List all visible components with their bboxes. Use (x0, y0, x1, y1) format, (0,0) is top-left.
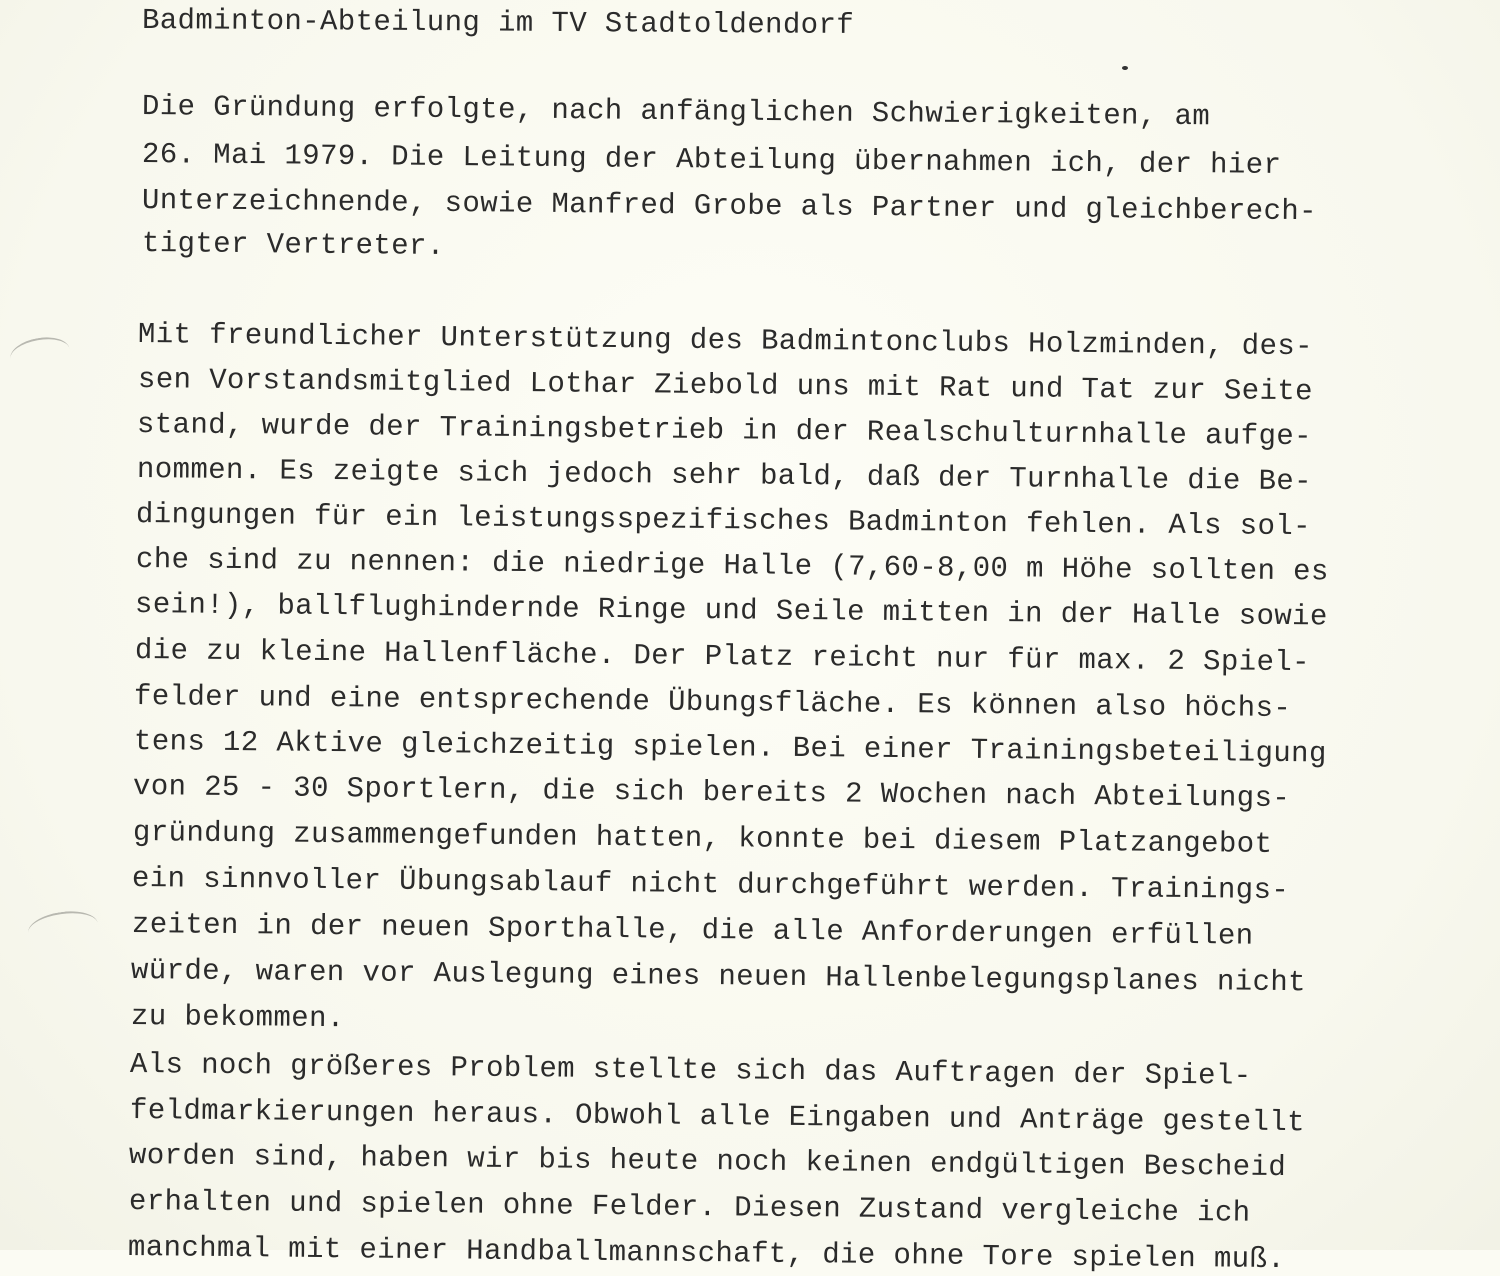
text-line: che sind zu nennen: die niedrige Halle (7,60-8,00 m Höhe sollten es (135, 543, 1329, 589)
text-line: zu bekommen. (130, 1000, 345, 1036)
text-line: von 25 - 30 Sportlern, die sich bereits 2 Wochen nach Abteilungs- (132, 770, 1291, 816)
text-line: stand, wurde der Trainingsbetrieb in der Realschulturnhalle aufge- (136, 408, 1313, 454)
text-line: feldmarkierungen heraus. Obwohl alle Eingaben und Anträge gestellt (129, 1094, 1306, 1140)
text-line: die zu kleine Hallenfläche. Der Platz reicht nur für max. 2 Spiel- (134, 634, 1311, 680)
text-line: ein sinnvoller Übungsablauf nicht durchgeführt werden. Trainings- (131, 862, 1290, 908)
text-line: würde, waren vor Auslegung eines neuen Hallenbelegungsplanes nicht (130, 954, 1307, 1000)
text-line: Mit freundlicher Unterstützung des Badmintonclubs Holzminden, des- (137, 318, 1314, 364)
text-line: dingungen für ein leistungsspezifisches Badminton fehlen. Als sol- (135, 498, 1312, 544)
document-heading: Badminton-Abteilung im TV Stadtoldendorf (141, 4, 855, 42)
punch-hole-mark (26, 907, 100, 948)
text-line: tens 12 Aktive gleichzeitig spielen. Bei einer Trainingsbeteiligung (133, 725, 1327, 771)
text-line: tigter Vertreter. (141, 227, 445, 263)
text-line: nommen. Es zeigte sich jedoch sehr bald, daß der Turnhalle die Be- (136, 453, 1313, 499)
text-line: Die Gründung erfolgte, nach anfänglichen Schwierigkeiten, am (141, 90, 1211, 134)
text-line: Als noch größeres Problem stellte sich das Auftragen der Spiel- (129, 1048, 1252, 1093)
text-line: 26. Mai 1979. Die Leitung der Abteilung übernahmen ich, der hier (141, 138, 1282, 182)
text-line: felder und eine entsprechende Übungsfläche. Es können also höchs- (133, 680, 1292, 726)
text-line: gründung zusammengefunden hatten, konnte bei diesem Platzangebot (132, 816, 1273, 861)
punch-hole-mark (8, 333, 73, 375)
text-line: sen Vorstandsmitglied Lothar Ziebold uns mit Rat und Tat zur Seite (137, 363, 1314, 409)
text-line: worden sind, haben wir bis heute noch keinen endgültigen Bescheid (128, 1139, 1287, 1185)
ink-speck (1122, 66, 1128, 70)
text-line: zeiten in der neuen Sporthalle, die alle Anforderungen erfüllen (131, 908, 1254, 953)
text-line: Unterzeichnende, sowie Manfred Grobe als Partner und gleichberech- (141, 184, 1318, 229)
text-line: erhalten und spielen ohne Felder. Diesen Zustand vergleiche ich (128, 1185, 1251, 1230)
text-line: sein!), ballflughindernde Ringe und Seile mitten in der Halle sowie (134, 588, 1328, 634)
text-line: manchmal mit einer Handballmannschaft, die ohne Tore spielen muß. (127, 1231, 1286, 1276)
